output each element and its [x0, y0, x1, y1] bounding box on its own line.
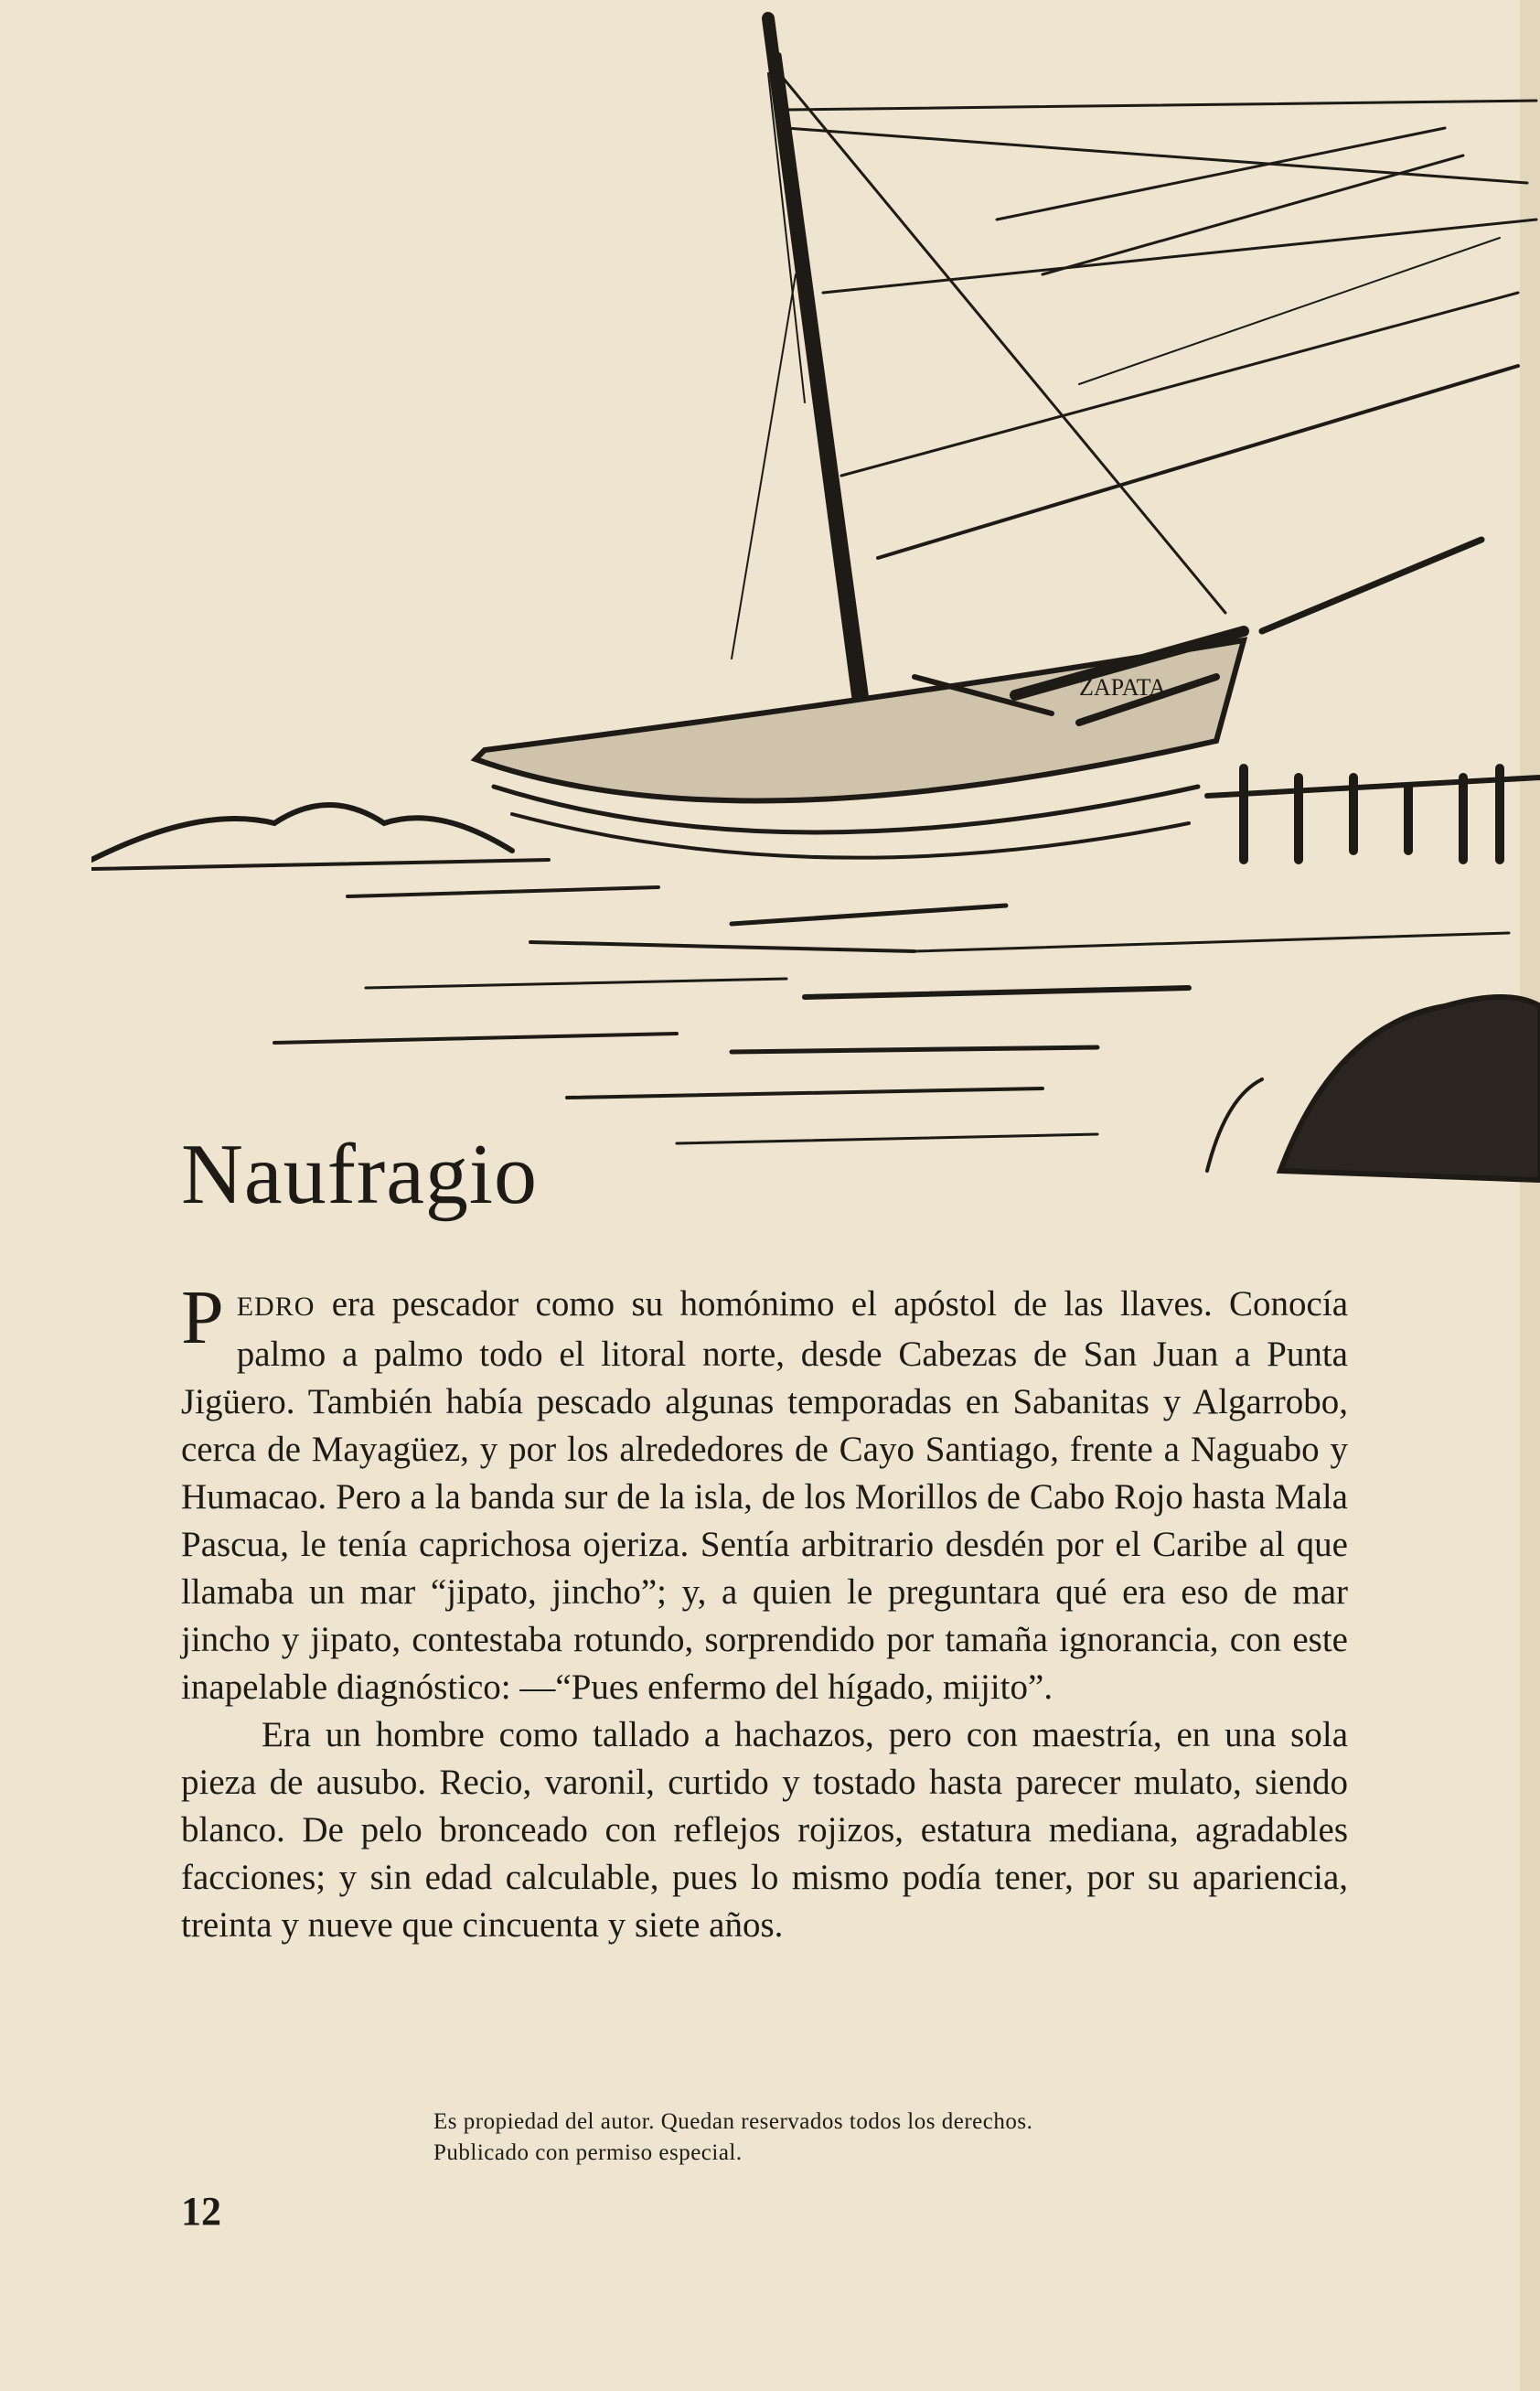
- drop-cap: P: [181, 1275, 224, 1360]
- lead-smallcaps: EDRO: [236, 1292, 315, 1322]
- paragraph-1-text: era pescador como su homónimo el apóstol de las llaves. Conocía palmo a palmo todo el litoral norte, desde Cabezas de San Juan a Punta Jigüero. También había pescado algunas temporadas en Sabanitas y Algarrobo, cerca de Mayagüez, y por los alrededores de Cayo Santiago, frente a Naguabo y Humacao. Pero a la banda sur de la isla, de los Morillos de Cabo Rojo hasta Mala Pascua, le tenía caprichosa ojeriza. Sentía arbitrario desdén por el Caribe al que llamaba un mar “jipato, jincho”; y, a quien le preguntara qué era eso de mar jincho y jipato, contestaba rotundo, sorprendido por tamaña ignorancia, con este inapelable diagnóstico: —“Pues enfermo del hígado, mijito”.: [181, 1284, 1348, 1707]
- page-number: 12: [181, 2189, 221, 2234]
- article-body: [181, 1275, 1348, 1949]
- copyright-note: Es propiedad del autor. Quedan reservados todos los derechos. Publicado con permiso especial.: [433, 2109, 1033, 2165]
- paragraph-1: [181, 1275, 1348, 1711]
- paragraph-2: Era un hombre como tallado a hachazos, pero con maestría, en una sola pieza de ausubo. Recio, varonil, curtido y tostado hasta parecer mulato, siendo blanco. De pelo bronceado con reflejos rojizos, estatura mediana, agradables facciones; y sin edad calculable, pues lo mismo podía tener, por su apariencia, treinta y nueve que cincuenta y siete años.: [181, 1715, 1348, 1945]
- sailboat-illustration: [91, 0, 1540, 1189]
- article-title: Naufragio: [181, 1127, 539, 1222]
- boat-name-label: ZAPATA: [1079, 674, 1167, 701]
